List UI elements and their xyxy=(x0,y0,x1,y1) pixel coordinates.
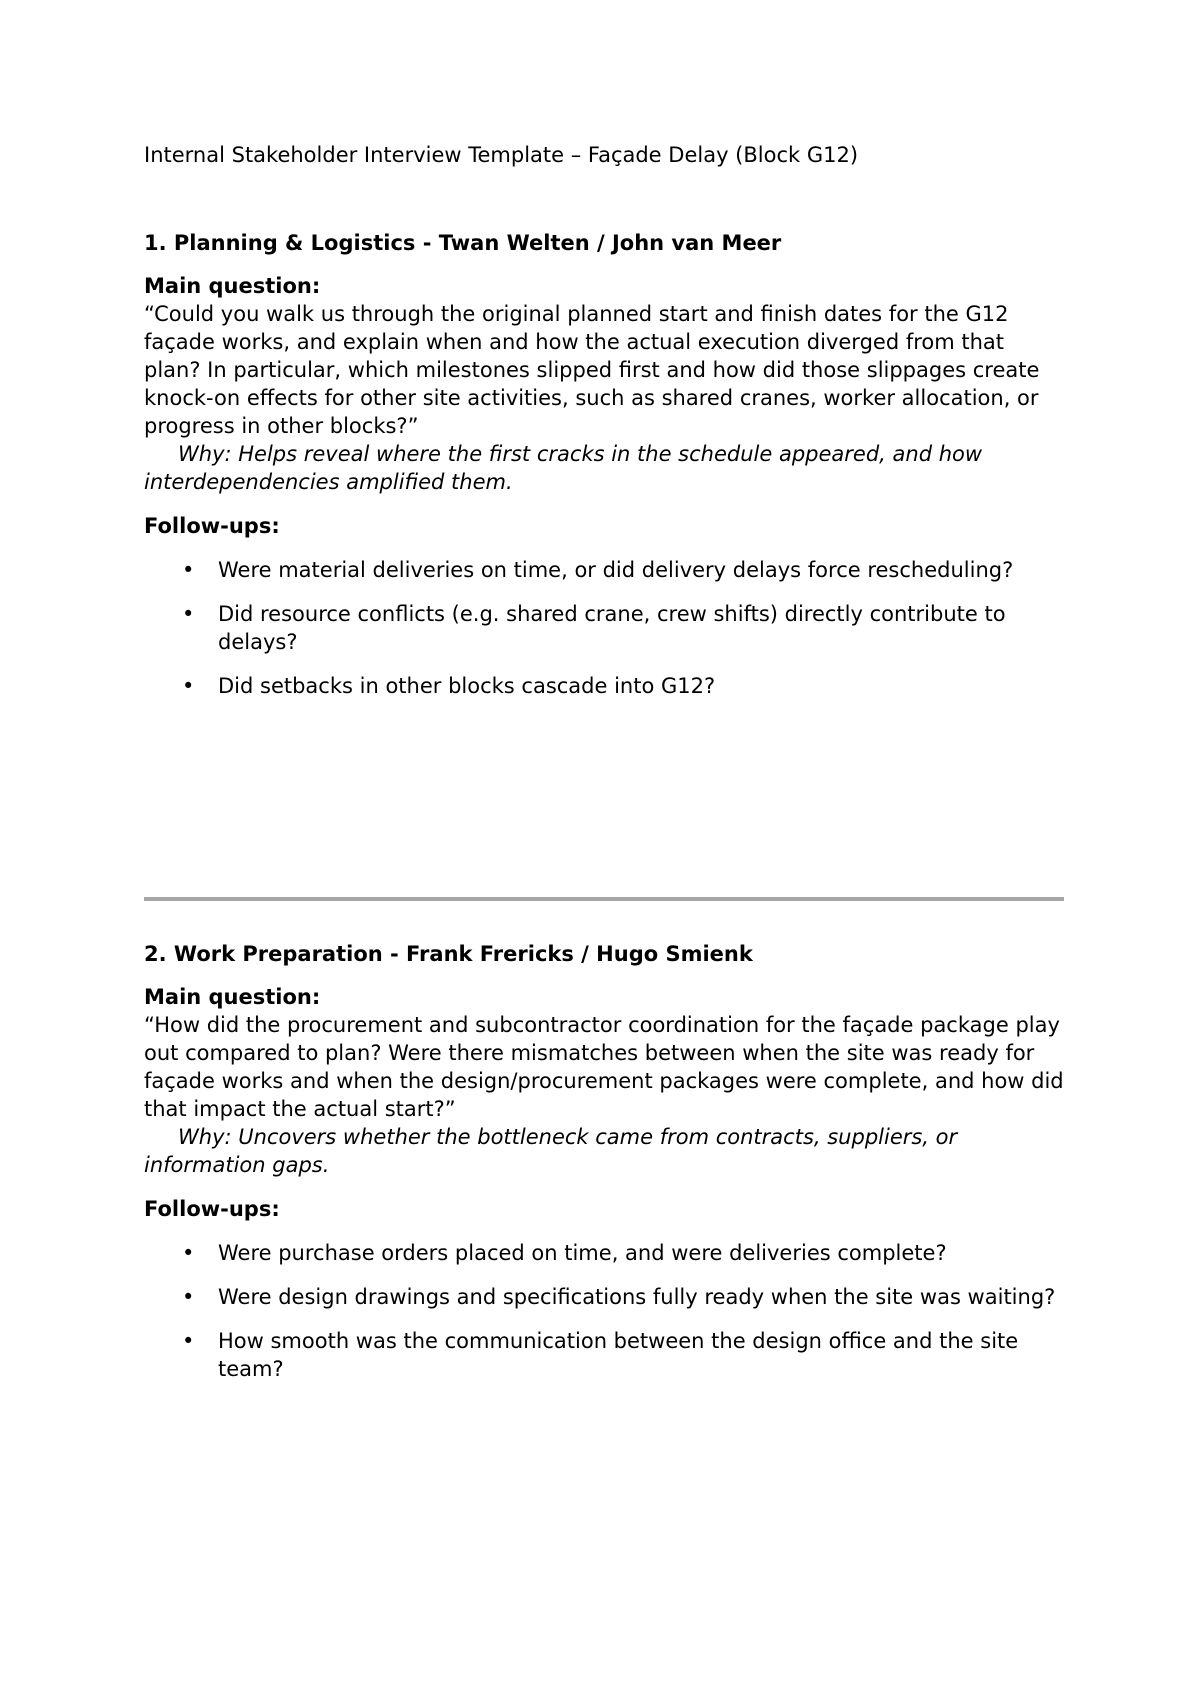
section-planning-logistics xyxy=(144,229,1064,700)
list-item xyxy=(144,1283,1064,1311)
main-question-text: “Could you walk us through the original planned start and finish dates for the G12 façade works, and explain when and how the actual execution diverged from that plan? In particular, which milestones slipped first and how did those slippages create knock-on effects for other site activities, such as shared cranes, worker allocation, or progress in other blocks?” xyxy=(144,302,1040,438)
main-question-text: “How did the procurement and subcontractor coordination for the façade package play out compared to plan? Were there mismatches between when the site was ready for façade works and when the design/procurement packages were complete, and how did that impact the actual start?” xyxy=(144,1013,1064,1121)
followup-text: Were material deliveries on time, or did delivery delays force rescheduling? xyxy=(218,558,1014,582)
followups-label: Follow-ups: xyxy=(144,514,280,538)
bullet-icon: • xyxy=(182,1285,195,1309)
bullet-icon: • xyxy=(182,602,195,626)
main-question-label: Main question: xyxy=(144,985,321,1009)
bullet-icon: • xyxy=(182,558,195,582)
document-title: Internal Stakeholder Interview Template – Façade Delay (Block G12) xyxy=(144,143,859,167)
followups-list xyxy=(144,556,1064,700)
list-item xyxy=(144,672,1064,700)
section-work-preparation xyxy=(144,940,1064,1383)
followup-text: Did resource conflicts (e.g. shared crane, crew shifts) directly contribute to delays? xyxy=(218,602,1006,654)
why-note: Why: Uncovers whether the bottleneck came from contracts, suppliers, or information gaps. xyxy=(144,1125,958,1177)
why-note: Why: Helps reveal where the first cracks in the schedule appeared, and how interdependencies amplified them. xyxy=(144,442,983,494)
followups-label: Follow-ups: xyxy=(144,1197,280,1221)
section-heading: 2. Work Preparation - Frank Frericks / Hugo Smienk xyxy=(144,942,753,966)
bullet-icon: • xyxy=(182,1241,195,1265)
bullet-icon: • xyxy=(182,674,195,698)
bullet-icon: • xyxy=(182,1329,195,1353)
followup-text: Were design drawings and specifications fully ready when the site was waiting? xyxy=(218,1285,1056,1309)
section-heading: 1. Planning & Logistics - Twan Welten / John van Meer xyxy=(144,231,782,255)
followups-list xyxy=(144,1239,1064,1383)
followup-text: How smooth was the communication between the design office and the site team? xyxy=(218,1329,1019,1381)
list-item xyxy=(144,600,1064,656)
main-question-label: Main question: xyxy=(144,274,321,298)
followup-text: Did setbacks in other blocks cascade into G12? xyxy=(218,674,716,698)
list-item xyxy=(144,1327,1064,1383)
section-divider xyxy=(144,897,1064,901)
list-item xyxy=(144,1239,1064,1267)
followup-text: Were purchase orders placed on time, and were deliveries complete? xyxy=(218,1241,947,1265)
list-item xyxy=(144,556,1064,584)
